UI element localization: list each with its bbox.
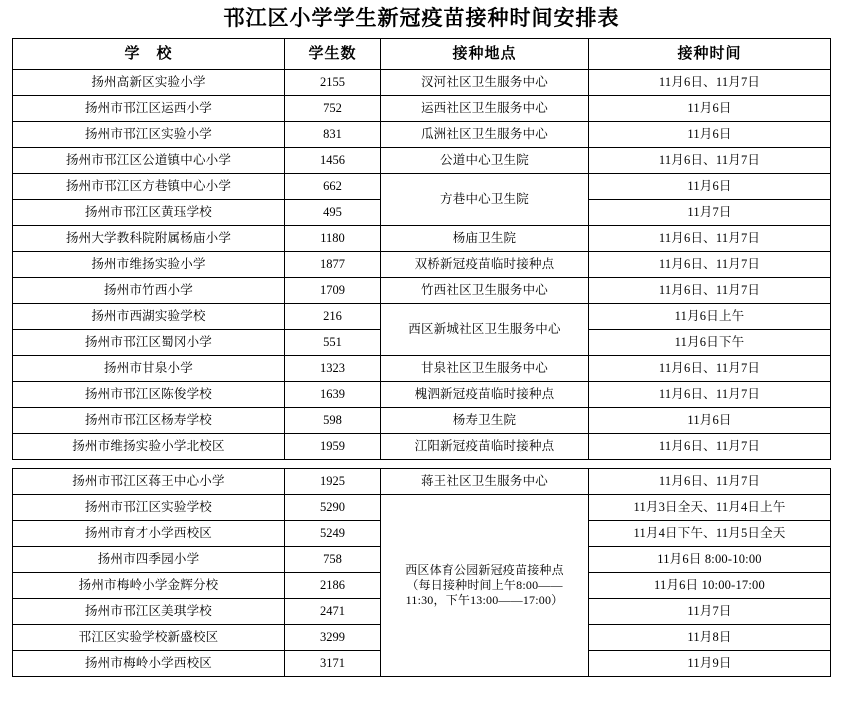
cell-school: 扬州市邗江区运西小学 [13, 96, 285, 122]
cell-time: 11月6日 [589, 96, 831, 122]
vaccination-schedule-table [12, 38, 831, 460]
cell-student-count: 1639 [285, 382, 381, 408]
cell-time: 11月6日 8:00-10:00 [589, 547, 831, 573]
cell-school: 扬州市邗江区美琪学校 [13, 599, 285, 625]
cell-student-count: 1323 [285, 356, 381, 382]
cell-student-count: 1959 [285, 434, 381, 460]
table-row [13, 278, 831, 304]
cell-location: 杨寿卫生院 [381, 408, 589, 434]
cell-school: 扬州高新区实验小学 [13, 70, 285, 96]
cell-time: 11月8日 [589, 625, 831, 651]
table-row [13, 96, 831, 122]
cell-student-count: 2471 [285, 599, 381, 625]
table-row [13, 122, 831, 148]
cell-time: 11月6日、11月7日 [589, 252, 831, 278]
cell-student-count: 551 [285, 330, 381, 356]
cell-school: 扬州市四季园小学 [13, 547, 285, 573]
table-row [13, 356, 831, 382]
table-body-section-2 [13, 469, 831, 677]
cell-student-count: 3299 [285, 625, 381, 651]
cell-school: 扬州市邗江区陈俊学校 [13, 382, 285, 408]
cell-time: 11月6日、11月7日 [589, 148, 831, 174]
cell-school: 扬州市邗江区方巷镇中心小学 [13, 174, 285, 200]
table-body-section-1 [13, 70, 831, 460]
table-row [13, 148, 831, 174]
page-title: 邗江区小学学生新冠疫苗接种时间安排表 [223, 6, 620, 30]
cell-time: 11月6日、11月7日 [589, 382, 831, 408]
cell-time: 11月7日 [589, 200, 831, 226]
cell-location: 方巷中心卫生院 [381, 174, 589, 226]
cell-time: 11月6日、11月7日 [589, 70, 831, 96]
cell-location: 甘泉社区卫生服务中心 [381, 356, 589, 382]
cell-time: 11月6日 [589, 408, 831, 434]
cell-location: 双桥新冠疫苗临时接种点 [381, 252, 589, 278]
cell-student-count: 5249 [285, 521, 381, 547]
cell-school: 扬州市竹西小学 [13, 278, 285, 304]
cell-location: 汊河社区卫生服务中心 [381, 70, 589, 96]
section-divider [12, 460, 830, 468]
cell-location: 西区体育公园新冠疫苗接种点 （每日接种时间上午8:00—— 11:30，下午13:00——17:00） [381, 495, 589, 677]
cell-school: 扬州市育才小学西校区 [13, 521, 285, 547]
cell-location: 西区新城社区卫生服务中心 [381, 304, 589, 356]
cell-school: 扬州市邗江区黄珏学校 [13, 200, 285, 226]
cell-school: 扬州市维扬实验小学北校区 [13, 434, 285, 460]
cell-student-count: 598 [285, 408, 381, 434]
cell-school: 扬州市维扬实验小学 [13, 252, 285, 278]
cell-location: 运西社区卫生服务中心 [381, 96, 589, 122]
cell-school: 扬州市邗江区杨寿学校 [13, 408, 285, 434]
table-row [13, 382, 831, 408]
cell-school: 邗江区实验学校新盛校区 [13, 625, 285, 651]
cell-school: 扬州市梅岭小学金辉分校 [13, 573, 285, 599]
cell-time: 11月9日 [589, 651, 831, 677]
cell-school: 扬州市邗江区实验学校 [13, 495, 285, 521]
cell-school: 扬州市邗江区实验小学 [13, 122, 285, 148]
table-row [13, 226, 831, 252]
column-header-location: 接种地点 [381, 39, 589, 70]
cell-student-count: 2186 [285, 573, 381, 599]
cell-student-count: 752 [285, 96, 381, 122]
cell-student-count: 758 [285, 547, 381, 573]
cell-student-count: 5290 [285, 495, 381, 521]
cell-time: 11月6日 [589, 174, 831, 200]
table-row [13, 469, 831, 495]
column-header-student-count: 学生数 [285, 39, 381, 70]
cell-school: 扬州大学教科院附属杨庙小学 [13, 226, 285, 252]
cell-location: 竹西社区卫生服务中心 [381, 278, 589, 304]
table-row [13, 70, 831, 96]
cell-school: 扬州市梅岭小学西校区 [13, 651, 285, 677]
cell-student-count: 216 [285, 304, 381, 330]
cell-student-count: 1709 [285, 278, 381, 304]
cell-time: 11月6日上午 [589, 304, 831, 330]
cell-student-count: 3171 [285, 651, 381, 677]
cell-school: 扬州市邗江区公道镇中心小学 [13, 148, 285, 174]
cell-student-count: 1925 [285, 469, 381, 495]
table-row [13, 304, 831, 330]
cell-school: 扬州市甘泉小学 [13, 356, 285, 382]
cell-location: 槐泗新冠疫苗临时接种点 [381, 382, 589, 408]
cell-school: 扬州市西湖实验学校 [13, 304, 285, 330]
cell-time: 11月6日下午 [589, 330, 831, 356]
cell-student-count: 1456 [285, 148, 381, 174]
cell-student-count: 2155 [285, 70, 381, 96]
vaccination-schedule-table-section-2 [12, 468, 831, 677]
table-header-row [13, 39, 831, 70]
cell-time: 11月6日 [589, 122, 831, 148]
cell-student-count: 495 [285, 200, 381, 226]
cell-time: 11月7日 [589, 599, 831, 625]
table-header [13, 39, 831, 70]
cell-time: 11月6日、11月7日 [589, 278, 831, 304]
cell-location: 公道中心卫生院 [381, 148, 589, 174]
table-row [13, 174, 831, 200]
table-row [13, 252, 831, 278]
cell-time: 11月6日、11月7日 [589, 434, 831, 460]
column-header-time: 接种时间 [589, 39, 831, 70]
cell-time: 11月3日全天、11月4日上午 [589, 495, 831, 521]
cell-location: 蒋王社区卫生服务中心 [381, 469, 589, 495]
column-header-school: 学 校 [13, 39, 285, 70]
cell-time: 11月6日、11月7日 [589, 226, 831, 252]
cell-school: 扬州市邗江区蜀冈小学 [13, 330, 285, 356]
table-row [13, 495, 831, 521]
cell-school: 扬州市邗江区蒋王中心小学 [13, 469, 285, 495]
cell-time: 11月6日 10:00-17:00 [589, 573, 831, 599]
cell-location: 杨庙卫生院 [381, 226, 589, 252]
cell-time: 11月4日下午、11月5日全天 [589, 521, 831, 547]
cell-student-count: 662 [285, 174, 381, 200]
cell-student-count: 831 [285, 122, 381, 148]
cell-time: 11月6日、11月7日 [589, 356, 831, 382]
cell-student-count: 1877 [285, 252, 381, 278]
cell-location: 瓜洲社区卫生服务中心 [381, 122, 589, 148]
table-row [13, 408, 831, 434]
cell-student-count: 1180 [285, 226, 381, 252]
table-row [13, 434, 831, 460]
cell-time: 11月6日、11月7日 [589, 469, 831, 495]
cell-location: 江阳新冠疫苗临时接种点 [381, 434, 589, 460]
